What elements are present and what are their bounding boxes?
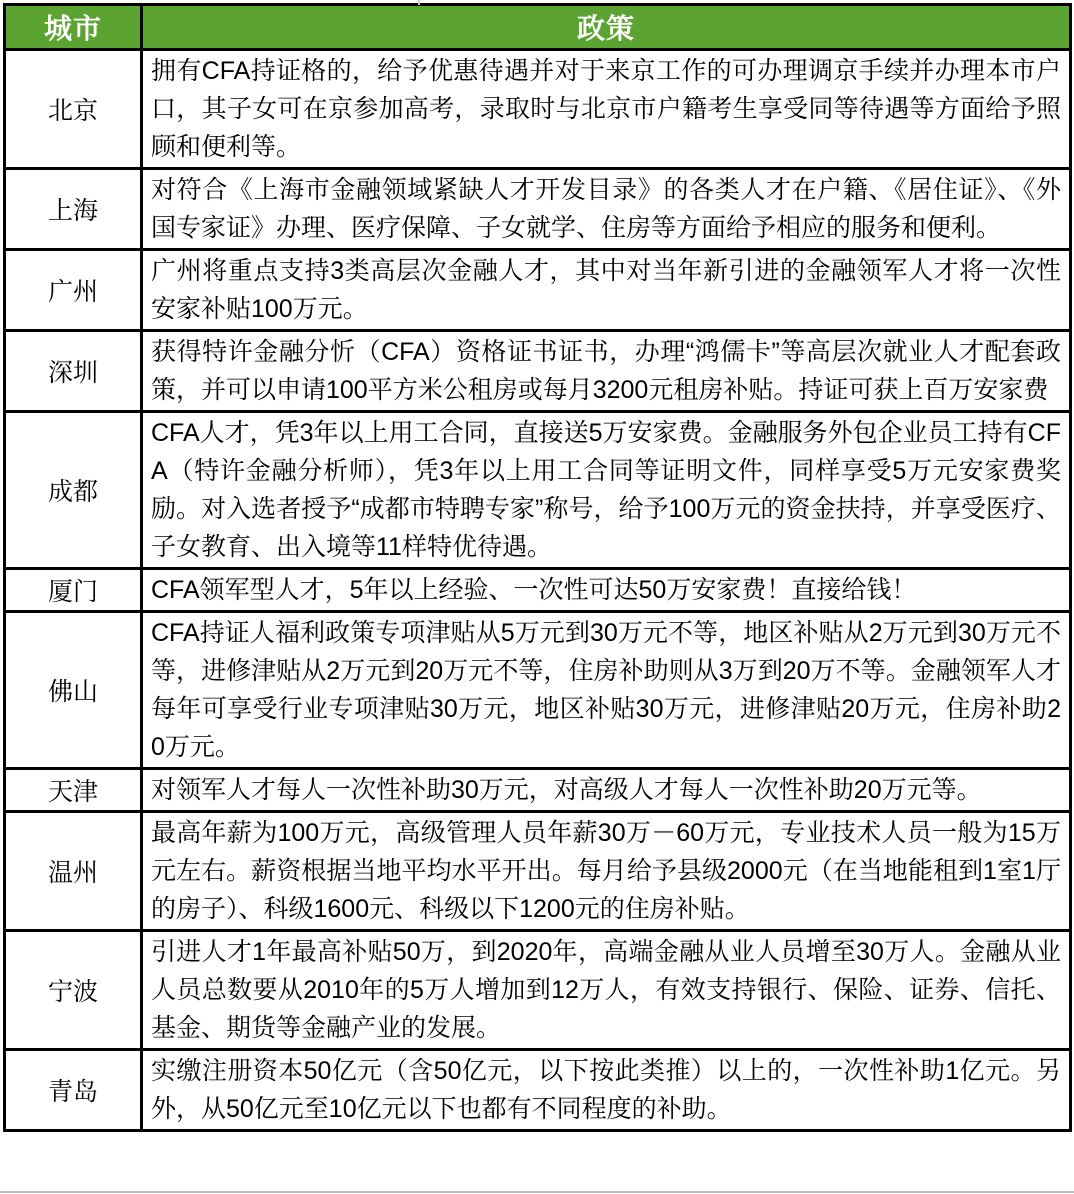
table-row xyxy=(5,569,1071,612)
policy-cell: CFA人才，凭3年以上用工合同，直接送5万安家费。金融服务外包企业员工持有CFA（特许金融分析师），凭3年以上用工合同等证明文件，同样享受5万元安家费奖励。对入选者授予“成都市特聘专家”称号，给予100万元的资金扶持，并享受医疗、子女教育、出入境等11样特优待遇。 xyxy=(142,412,1071,569)
header-row xyxy=(5,5,1071,50)
table-row xyxy=(5,769,1071,812)
table-header xyxy=(5,5,1071,50)
city-cell: 成都 xyxy=(5,412,142,569)
city-cell: 宁波 xyxy=(5,931,142,1050)
table-body xyxy=(5,50,1071,1131)
city-cell: 北京 xyxy=(5,50,142,169)
policy-cell: 实缴注册资本50亿元（含50亿元，以下按此类推）以上的，一次性补助1亿元。另外，从50亿元至10亿元以下也都有不同程度的补助。 xyxy=(142,1050,1071,1131)
spreadsheet-gridline-artifact-top xyxy=(418,0,420,5)
table-row xyxy=(5,1050,1071,1131)
city-cell: 天津 xyxy=(5,769,142,812)
table-row xyxy=(5,812,1071,931)
table-row xyxy=(5,331,1071,412)
table-row xyxy=(5,412,1071,569)
table-row xyxy=(5,931,1071,1050)
policy-cell: 引进人才1年最高补贴50万，到2020年，高端金融从业人员增至30万人。金融从业人员总数要从2010年的5万人增加到12万人，有效支持银行、保险、证券、信托、基金、期货等金融产业的发展。 xyxy=(142,931,1071,1050)
policy-cell: 对符合《上海市金融领域紧缺人才开发目录》的各类人才在户籍、《居住证》、《外国专家证》办理、医疗保障、子女就学、住房等方面给予相应的服务和便利。 xyxy=(142,169,1071,250)
policy-cell: 对领军人才每人一次性补助30万元，对高级人才每人一次性补助20万元等。 xyxy=(142,769,1071,812)
table-row xyxy=(5,50,1071,169)
policy-cell: 拥有CFA持证格的，给予优惠待遇并对于来京工作的可办理调京手续并办理本市户口，其子女可在京参加高考，录取时与北京市户籍考生享受同等待遇等方面给予照顾和便利等。 xyxy=(142,50,1071,169)
city-cell: 厦门 xyxy=(5,569,142,612)
city-cell: 深圳 xyxy=(5,331,142,412)
table-row xyxy=(5,612,1071,769)
policy-cell: 最高年薪为100万元，高级管理人员年薪30万－60万元，专业技术人员一般为15万元左右。薪资根据当地平均水平开出。每月给予县级2000元（在当地能租到1室1厅的房子）、科级1600元、科级以下1200元的住房补贴。 xyxy=(142,812,1071,931)
city-cell: 温州 xyxy=(5,812,142,931)
city-cell: 青岛 xyxy=(5,1050,142,1131)
city-cell: 上海 xyxy=(5,169,142,250)
city-cell: 佛山 xyxy=(5,612,142,769)
policy-cell: CFA领军型人才，5年以上经验、一次性可达50万安家费！直接给钱！ xyxy=(142,569,1071,612)
policy-cell: 获得特许金融分忻（CFA）资格证书证书，办理“鸿儒卡”等高层次就业人才配套政策，并可以申请100平方米公租房或每月3200元租房补贴。持证可获上百万安家费 xyxy=(142,331,1071,412)
table-row xyxy=(5,169,1071,250)
spreadsheet-gridline-artifact-bottom xyxy=(0,1191,1074,1193)
city-cell: 广州 xyxy=(5,250,142,331)
table-row xyxy=(5,250,1071,331)
city-policy-table xyxy=(3,3,1072,1132)
column-header-policy: 政策 xyxy=(142,5,1071,50)
policy-cell: CFA持证人福利政策专项津贴从5万元到30万元不等，地区补贴从2万元到30万元不等，进修津贴从2万元到20万元不等，住房补助则从3万到20万不等。金融领军人才每年可享受行业专项津贴30万元，地区补贴30万元，进修津贴20万元，住房补助20万元。 xyxy=(142,612,1071,769)
policy-cell: 广州将重点支持3类高层次金融人才，其中对当年新引进的金融领军人才将一次性安家补贴100万元。 xyxy=(142,250,1071,331)
column-header-city: 城市 xyxy=(5,5,142,50)
